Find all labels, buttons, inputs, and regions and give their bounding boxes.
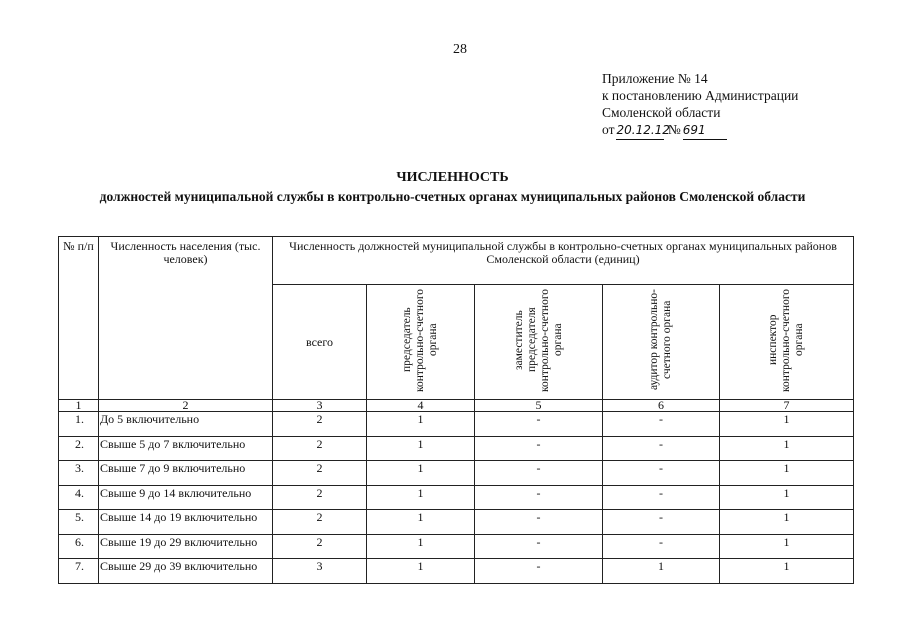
header-inspector: инспектор контрольно-счетного органа bbox=[767, 288, 805, 392]
column-number: 1 bbox=[59, 400, 99, 412]
row-total: 2 bbox=[273, 510, 367, 535]
row-population: До 5 включительно bbox=[99, 412, 273, 437]
row-inspector: 1 bbox=[720, 559, 854, 584]
row-auditor: - bbox=[603, 436, 720, 461]
header-total: всего bbox=[273, 285, 367, 400]
page-number: 28 bbox=[453, 42, 467, 57]
row-chairman: 1 bbox=[367, 436, 475, 461]
row-deputy: - bbox=[475, 412, 603, 437]
row-inspector: 1 bbox=[720, 510, 854, 535]
column-number: 3 bbox=[273, 400, 367, 412]
row-inspector: 1 bbox=[720, 412, 854, 437]
appendix-line-1: Приложение № 14 bbox=[602, 71, 708, 86]
column-number: 6 bbox=[603, 400, 720, 412]
handwritten-number: 691 bbox=[683, 122, 727, 140]
appendix-block bbox=[602, 70, 798, 140]
appendix-prefix: от bbox=[602, 122, 615, 137]
header-index: № п/п bbox=[59, 237, 99, 400]
header-auditor: аудитор контрольно-счетного органа bbox=[648, 289, 673, 391]
row-chairman: 1 bbox=[367, 461, 475, 486]
header-deputy: заместитель председателя контрольно-счетного органа bbox=[512, 288, 564, 392]
row-total: 2 bbox=[273, 461, 367, 486]
row-auditor: - bbox=[603, 461, 720, 486]
row-deputy: - bbox=[475, 534, 603, 559]
row-total: 3 bbox=[273, 559, 367, 584]
header-group: Численность должностей муниципальной службы в контрольно-счетных органах муниципальных районов Смоленской области (единиц) bbox=[273, 237, 854, 285]
row-chairman: 1 bbox=[367, 559, 475, 584]
header-chairman: председатель контрольно-счетного органа bbox=[401, 288, 439, 392]
row-inspector: 1 bbox=[720, 534, 854, 559]
table-row bbox=[59, 559, 854, 584]
table-row bbox=[59, 534, 854, 559]
row-total: 2 bbox=[273, 412, 367, 437]
row-chairman: 1 bbox=[367, 485, 475, 510]
table-row bbox=[59, 461, 854, 486]
row-deputy: - bbox=[475, 559, 603, 584]
appendix-date-line bbox=[602, 121, 798, 140]
row-total: 2 bbox=[273, 436, 367, 461]
handwritten-date: 20.12.12 bbox=[616, 122, 664, 140]
row-population: Свыше 7 до 9 включительно bbox=[99, 461, 273, 486]
row-auditor: - bbox=[603, 485, 720, 510]
document-subtitle: должностей муниципальной службы в контрольно-счетных органах муниципальных районов Смоленской области bbox=[99, 189, 806, 204]
row-inspector: 1 bbox=[720, 485, 854, 510]
row-auditor: - bbox=[603, 412, 720, 437]
row-auditor: 1 bbox=[603, 559, 720, 584]
table-row bbox=[59, 436, 854, 461]
row-deputy: - bbox=[475, 436, 603, 461]
row-index: 4. bbox=[59, 485, 99, 510]
column-number: 2 bbox=[99, 400, 273, 412]
row-index: 3. bbox=[59, 461, 99, 486]
table-row bbox=[59, 412, 854, 437]
column-number: 5 bbox=[475, 400, 603, 412]
row-auditor: - bbox=[603, 510, 720, 535]
row-deputy: - bbox=[475, 485, 603, 510]
column-number: 7 bbox=[720, 400, 854, 412]
document-title: ЧИСЛЕННОСТЬ bbox=[396, 170, 509, 185]
row-deputy: - bbox=[475, 461, 603, 486]
row-population: Свыше 29 до 39 включительно bbox=[99, 559, 273, 584]
row-population: Свыше 9 до 14 включительно bbox=[99, 485, 273, 510]
row-auditor: - bbox=[603, 534, 720, 559]
row-inspector: 1 bbox=[720, 461, 854, 486]
number-label: № bbox=[667, 122, 681, 137]
row-chairman: 1 bbox=[367, 534, 475, 559]
row-index: 6. bbox=[59, 534, 99, 559]
row-population: Свыше 14 до 19 включительно bbox=[99, 510, 273, 535]
row-chairman: 1 bbox=[367, 412, 475, 437]
row-population: Свыше 19 до 29 включительно bbox=[99, 534, 273, 559]
row-total: 2 bbox=[273, 485, 367, 510]
appendix-line-3: Смоленской области bbox=[602, 105, 721, 120]
row-population: Свыше 5 до 7 включительно bbox=[99, 436, 273, 461]
row-index: 1. bbox=[59, 412, 99, 437]
row-inspector: 1 bbox=[720, 436, 854, 461]
header-population: Численность населения (тыс. человек) bbox=[99, 237, 273, 400]
row-index: 2. bbox=[59, 436, 99, 461]
table-row bbox=[59, 485, 854, 510]
staffing-table bbox=[58, 236, 854, 584]
appendix-line-2: к постановлению Администрации bbox=[602, 88, 799, 103]
row-index: 7. bbox=[59, 559, 99, 584]
column-number-row bbox=[59, 400, 854, 412]
row-total: 2 bbox=[273, 534, 367, 559]
table-header-row bbox=[59, 237, 854, 285]
table-row bbox=[59, 510, 854, 535]
row-chairman: 1 bbox=[367, 510, 475, 535]
row-index: 5. bbox=[59, 510, 99, 535]
column-number: 4 bbox=[367, 400, 475, 412]
row-deputy: - bbox=[475, 510, 603, 535]
